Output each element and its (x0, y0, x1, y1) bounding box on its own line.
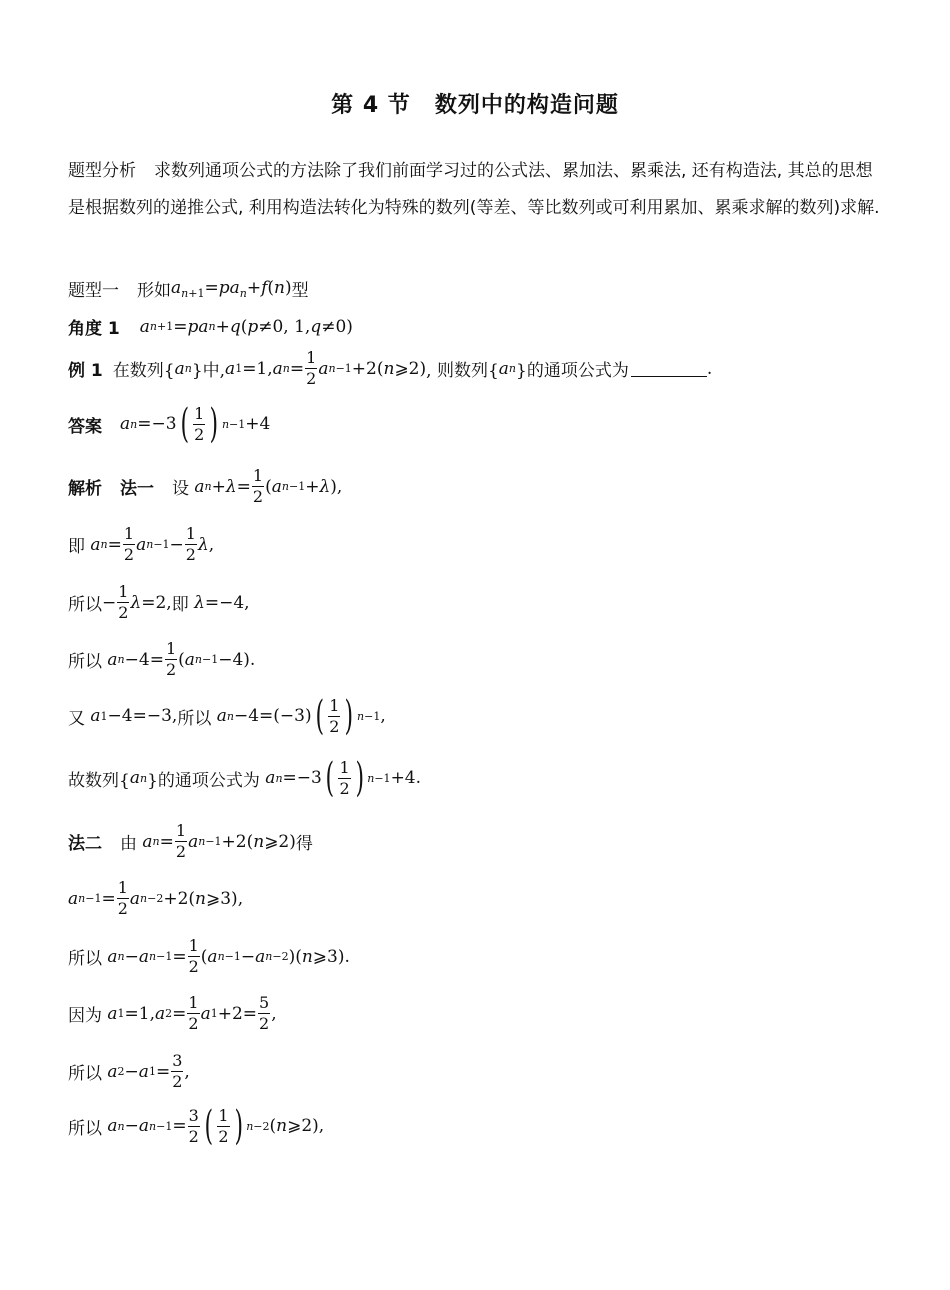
analysis-line5: 又 a 1 −4=−3, 所以 a n −4=(−3) ( $\frac{1}{2}$ ) n−1 , (68, 693, 386, 739)
method2-line5: 所以 a 2 − a 1 = $\frac{3}{2}$ , (68, 1051, 190, 1091)
analysis-line4: 所以 a n −4= $\frac{1}{2}$ ( a n−1 −4). (68, 639, 256, 679)
section-topic: 数列中的构造问题 (434, 93, 619, 118)
analysis-line2: 即 a n = $\frac{1}{2}$ a n−1 − $\frac{1}{2}$ λ , (68, 524, 215, 564)
intro-heading: 题型分析 (68, 161, 136, 181)
section-number: 第 4 节 (331, 93, 411, 118)
intro-paragraph (68, 153, 888, 227)
answer-blank (631, 360, 707, 377)
method2-line2: a n−1 = $\frac{1}{2}$ a n−2 +2( n ⩾3), (68, 878, 244, 918)
method2-line3: 所以 a n − a n−1 = $\frac{1}{2}$ ( a n−1 − a n−2 )( n ⩾3). (68, 936, 350, 976)
type1-heading: 题型一 形如 $a_{n+1}=pa_n+f(n)$ 型 (68, 277, 309, 301)
method2-line1: 法二 由 a n = $\frac{1}{2}$ a n−1 +2( n ⩾2) 得 (68, 821, 313, 861)
angle1-heading: 角度 1 a n+1 = pa n + q ( p ≠0, 1, q ≠0) (68, 316, 353, 339)
analysis-line1: 解析 法一 设 a n + λ = $\frac{1}{2}$ ( a n−1 + λ ), (68, 466, 343, 506)
intro-text: 求数列通项公式的方法除了我们前面学习过的公式法、累加法、累乘法, 还有构造法, 其总的思想是根据数列的递推公式, 利用构造法转化为特殊的数列(等差、等比数列或可利用累加、累乘求解的数列)求解. (68, 161, 880, 218)
method2-line4: 因为 a 1 =1, a 2 = $\frac{1}{2}$ a 1 +2= $\frac{5}{2}$ , (68, 993, 277, 1033)
page-title (0, 88, 950, 119)
analysis-line6: 故数列{ a n }的通项公式为 a n =−3 ( $\frac{1}{2}$ ) n−1 +4. (68, 755, 422, 801)
analysis-line3: 所以 − $\frac{1}{2}$ λ =2, 即 λ =−4, (68, 582, 250, 622)
method2-line6: 所以 a n − a n−1 = $\frac{3}{2}$ ( $\frac{1}{2}$ ) n−2 ( n ⩾2), (68, 1103, 325, 1149)
example1-statement: 例 1 在数列{ a n }中, a 1 =1, a n = $\frac{1}{2}$ a n−1 +2( n ⩾2) , 则数列{ a n }的通项公式为 . (68, 348, 713, 388)
answer-line: 答案 a n =−3 ( $\frac{1}{2}$ ) n−1 +4 (68, 401, 271, 447)
